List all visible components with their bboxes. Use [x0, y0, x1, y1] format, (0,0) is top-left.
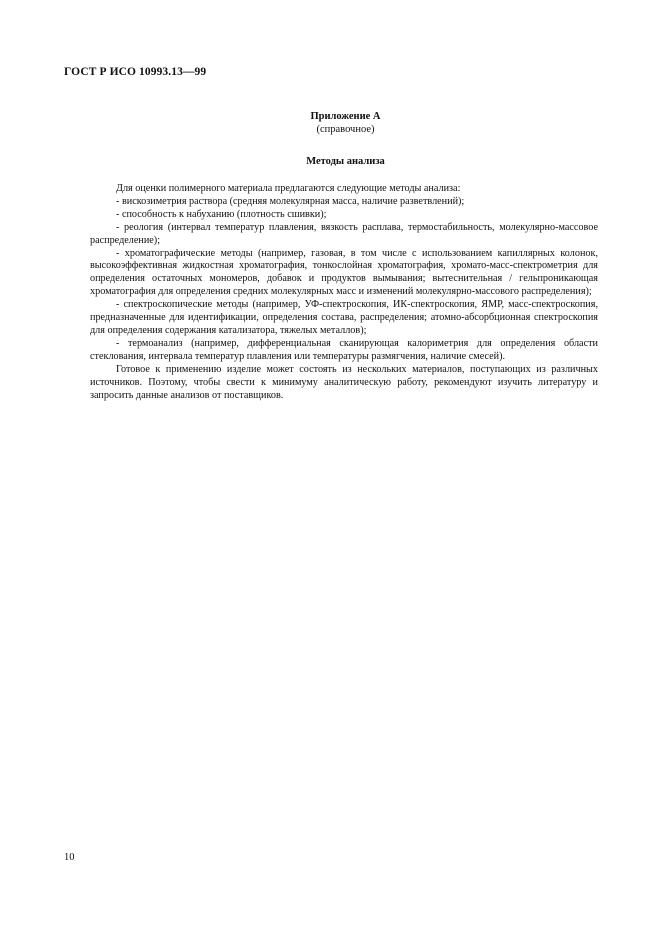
body-text: [90, 183, 598, 402]
document-code-header: ГОСТ Р ИСО 10993.13—99: [64, 66, 207, 78]
list-item-rheology: - реология (интервал температур плавления, вязкость расплава, термостабильность, молекулярно-массовое распределение);: [90, 221, 598, 246]
paragraph-conclusion: Готовое к применению изделие может состоять из нескольких материалов, поступающих из различных источников. Поэтому, чтобы свести к минимуму аналитическую работу, рекомендуют изучить литературу и запросить данные анализов от поставщиков.: [90, 363, 598, 401]
appendix-title: Приложение А: [310, 111, 381, 122]
appendix-subtitle: (справочное): [316, 124, 375, 135]
list-item-viscometry: - вискозиметрия раствора (средняя молекулярная масса, наличие разветвлений);: [116, 195, 465, 207]
paragraph-intro: Для оценки полимерного материала предлагаются следующие методы анализа:: [116, 183, 461, 194]
list-item-swelling: - способность к набуханию (плотность сшивки);: [116, 208, 327, 220]
section-title: Методы анализа: [306, 156, 385, 167]
list-item-thermal-analysis: - термоанализ (например, дифференциальная сканирующая калориметрия для определения области стеклования, интервала температур плавления или температуры размягчения, наличие смесей).: [90, 337, 598, 362]
list-item-spectroscopy: - спектроскопические методы (например, УФ-спектроскопия, ИК-спектроскопия, ЯМР, масс-спектроскопия, предназначенные для идентификации, определения состава, распределения; атомно-абсорбционная спектроскопия для определения содержания катализатора, тяжелых металлов);: [90, 299, 598, 336]
page-number: 10: [64, 852, 75, 863]
list-item-chromatography: - хроматографические методы (например, газовая, в том числе с использованием капиллярных колонок, высокоэффективная жидкостная хроматография, тонкослойная хроматография, хромато-масс-спектрометрия для определения остаточных мономеров, добавок и продуктов вымывания; вытеснительная / гельпроникающая хроматография для определения средних молекулярных масс и изменений молекулярно-массового распределения);: [90, 247, 598, 298]
